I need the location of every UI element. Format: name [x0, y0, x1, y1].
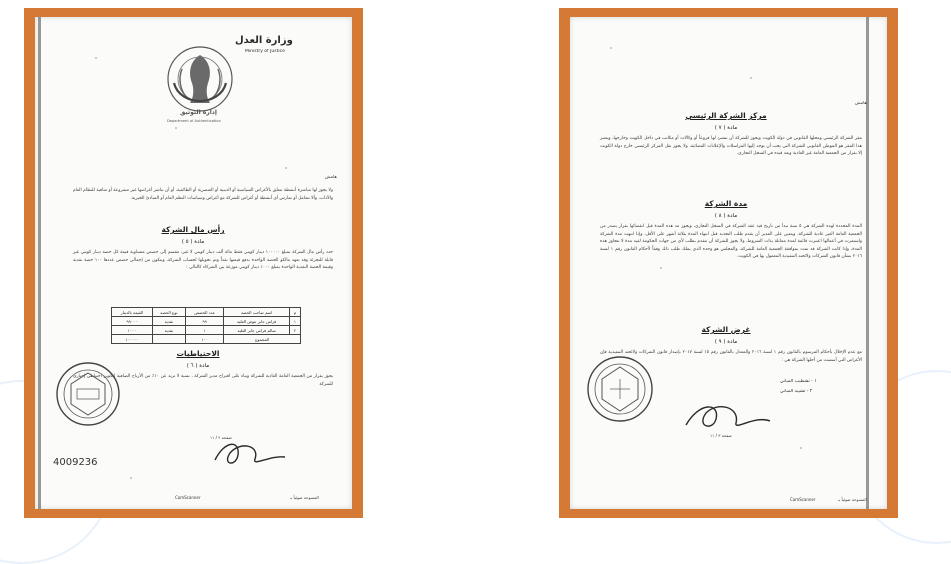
scan-edge	[866, 17, 869, 509]
scan-speck	[95, 57, 97, 59]
purpose-item: ١ - تشطيب المباني	[780, 379, 817, 384]
table-header-cell: القيمة بالدينار	[112, 308, 153, 317]
table-header-cell: م	[289, 308, 300, 317]
page-indicator: صفحة ٢ / ١١	[210, 435, 232, 440]
purpose-heading: غرض الشركة	[701, 325, 751, 334]
ministry-name-ar: وزارة العدل	[235, 35, 293, 46]
capital-heading: رأس مال الشركة	[161, 225, 225, 234]
table-cell: سالم فراس جابر العلية	[224, 326, 290, 335]
table-header-cell: نوع الحصة	[152, 308, 185, 317]
table-total-row	[112, 335, 301, 344]
signature-icon	[210, 435, 290, 475]
term-article-number: مادة ( ٨ )	[714, 213, 738, 219]
table-cell: ١	[185, 326, 223, 335]
right-document-page	[570, 17, 887, 509]
left-document-page	[35, 17, 352, 509]
table-header-cell: اسم صاحب الحصة	[224, 308, 290, 317]
page-indicator: صفحة ٣ / ١١	[710, 433, 732, 438]
scan-speck	[800, 447, 802, 449]
scan-speck	[175, 127, 177, 129]
table-cell: نقدية	[152, 326, 185, 335]
scan-edge	[38, 17, 41, 509]
table-cell: فراس جابر عوض العلية	[224, 317, 290, 326]
right-document-frame	[559, 8, 898, 518]
ministry-name-en: Ministry of Justice	[245, 49, 285, 54]
table-cell: نقدية	[152, 317, 185, 326]
scan-speck	[285, 167, 287, 169]
left-document-frame	[24, 8, 363, 518]
capital-article-number: مادة ( ٥ )	[181, 239, 205, 245]
scanner-watermark: CamScanner	[175, 495, 201, 500]
scan-speck	[660, 267, 662, 269]
scan-speck	[610, 47, 612, 49]
table-row	[112, 326, 301, 335]
shares-table-header	[112, 308, 301, 317]
hq-paragraph: مقر الشركة الرئيسي ومحلها القانوني في دولة الكويت ويجوز للشركة أن تنشئ لها فروعاً أو وكالات أو مكاتب في داخل الكويت وخارجها، ويعتبر هذا المقر هو الموطن القانوني للشركة التي يجب أن توجه إليها المراسلات والإعلانات القضائية، ولا يجوز نقل المركز الرئيسي خارج دولة الكويت إلا بقرار من الجمعية العامة غير العادية وبعد قيده في السجل التجاري.	[600, 136, 862, 157]
scanner-footer-text: المسوحة ضوئياً بـ	[838, 497, 867, 502]
table-header-cell: عدد الحصص	[185, 308, 223, 317]
margin-label: هامش	[325, 175, 337, 180]
emblem-caption-ar: إدارة التوثيق	[180, 109, 217, 116]
table-row	[112, 317, 301, 326]
official-stamp-icon	[584, 353, 656, 425]
purpose-item: ٢ - تشييد المباني	[780, 389, 813, 394]
table-total-shares: ١٠٠	[185, 335, 223, 344]
shares-table	[111, 307, 301, 344]
official-stamp-icon	[53, 359, 123, 429]
purpose-paragraph: مع عدم الإخلال بأحكام المرسوم بالقانون رقم ١ لسنة ٢٠١٦ والمعدل بالقانون رقم ١٥ لسنة ٢٠١٧ بإصدار قانون الشركات ولائحته التنفيذية فإن الأغراض التي أسست من أجلها الشركة هي :	[600, 350, 862, 363]
hq-heading: مركز الشركة الرئيسي	[685, 111, 767, 120]
table-cell: ٢	[289, 326, 300, 335]
document-number: 4009236	[53, 457, 98, 468]
scanner-footer-text: المسوحة ضوئياً بـ	[290, 495, 319, 500]
reserves-paragraph: يجوز بقرار من الجمعية العامة العادية للشركة وبناء على اقتراح مدير الشركة ، نسبة لا تزيد عن ١٠٪ من الأرباح الصافية لتكوين احتياطي إجباري للشركة	[73, 374, 334, 387]
reserves-heading: الاحتياطيات	[176, 349, 220, 358]
reserves-article-number: مادة ( ٦ )	[186, 363, 210, 369]
table-cell-empty	[152, 335, 185, 344]
table-total-value: ١٠٠٠٠٠	[112, 335, 153, 344]
margin-label: هامش	[855, 101, 867, 106]
scan-speck	[750, 77, 752, 79]
purpose-article-number: مادة ( ٩ )	[714, 339, 738, 345]
signature-icon	[680, 397, 775, 437]
emblem-caption-en: Department of Authentication	[167, 119, 221, 123]
scan-speck	[130, 477, 132, 479]
scanner-watermark: CamScanner	[790, 497, 816, 502]
capital-paragraph: حدد رأس مال الشركة بمبلغ ١٠٠٠٠٠ دينار كويتي فقط مائة ألف دينار كويتي لا غير، مقسم إلى حصص متساوية قيمة كل حصة دينار كويتي غير قابلة للتجزئة وقد تعهد مالكو الحصة الواحدة بدفع قيمتها نقداً وتم تحويلها لحساب الشركة، ويتكون من إجمالي حصص عددها ١٠٠ حصة نقدية وقيمة الحصة النقدية الواحدة بمبلغ ١٠٠٠ دينار كويتي موزعة بين الشركاء كالتالي :	[73, 250, 333, 271]
table-cell: ٩٩	[185, 317, 223, 326]
term-paragraph: المدة المحددة لهذه الشركة هي ٥ سنة تبدأ من تاريخ قيد عقد الشركة في السجل التجاري، ويجوز مد هذه المدة قبل انقضائها بقرار يصدر من الجمعية العامة الغير عادية للشركة، ويتعين على المدير أن يقدم طلب التجديد قبل انتهاء المدة بثلاثة أشهر على الأقل، وإذا انتهت مدة الشركة واستمرت في أعمالها اعتبرت قائمة لمدة مماثلة بذات الشروط، ولا يجوز للشركة أن تتقدم بطلب لأي من جهات الحكومة لقيد مدة لا تتجاوز هذه المدة، وإذا كانت الشركة قد تمت بموافقة الجمعية العامة للشركة، والمجلس هو وحده الذي يملك طلب ذلك وفقاً لأحكام القانون رقم ١ لسنة ٢٠١٦ بشأن قانون الشركات ولائحته التنفيذية المعمول بها في الكويت.	[600, 224, 862, 260]
table-cell: ١٠٠٠	[112, 326, 153, 335]
intro-paragraph: ولا يجوز لها مباشرة أنشطة تتعلق بالأغراض السياسية أو الدينية أو العنصرية أو الطائفية، أو أن تباشر أغراضها غير مشروعة أو منافية للنظام العام والآداب، وألا تتعامل أو تمارس أي أنشطة أو أغراض للشركة مع أغراض وسياسات النظم العام أو المبادئ الخيرية.	[73, 188, 333, 201]
hq-article-number: مادة ( ٧ )	[714, 125, 738, 131]
table-total-label: المجموع	[224, 335, 301, 344]
term-heading: مدة الشركة	[704, 199, 748, 208]
table-cell: ١	[289, 317, 300, 326]
table-cell: ٩٩٠٠٠	[112, 317, 153, 326]
